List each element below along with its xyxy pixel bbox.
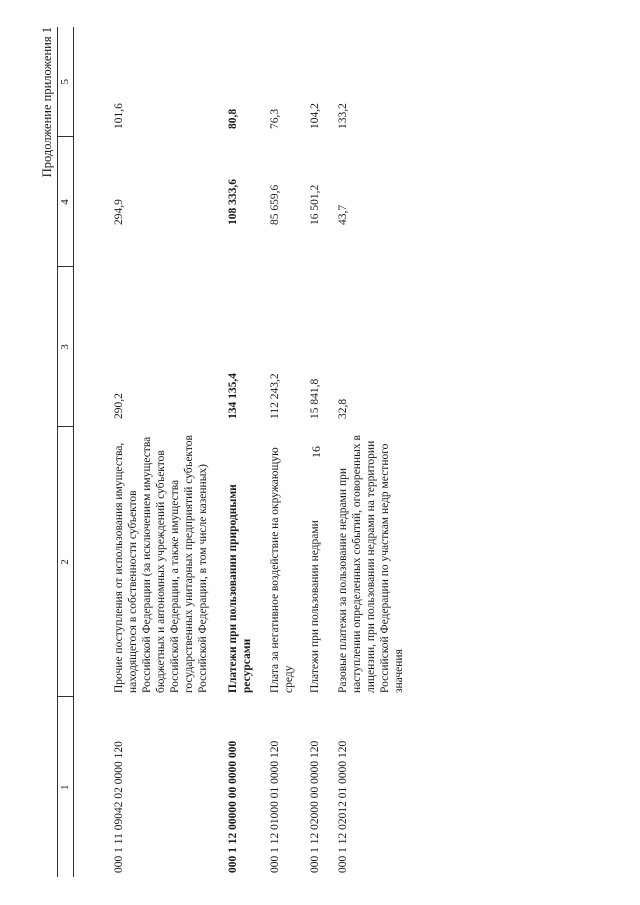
column-header-4: 4 [58,137,74,267]
page-number: 16 [309,446,323,458]
rotated-page-content [40,27,600,877]
value-col4: 85 659,6 [269,184,281,225]
column-header-2: 2 [58,427,74,697]
budget-code: 000 1 12 02012 01 0000 120 [337,740,349,873]
column-header-3: 3 [58,267,74,427]
revenue-name: Платежи при пользовании недрами [309,520,321,693]
value-col3: 290,2 [113,393,125,419]
value-col5: 133,2 [337,103,349,129]
value-col3: 15 841,8 [309,378,321,419]
column-header-1: 1 [58,697,74,877]
value-col5: 101,6 [113,103,125,129]
budget-code: 000 1 11 09042 02 0000 120 [113,741,125,873]
value-col3: 32,8 [337,398,349,419]
table-row [296,27,322,877]
table-row [254,27,296,877]
value-col3: 112 243,2 [269,373,281,419]
column-number-row [58,27,74,877]
value-col5: 80,8 [227,108,239,129]
table-row [210,27,254,877]
revenue-name: Разовые платежи за пользование недрами при наступлении определенных событий, оговоренных в лицензии, при пользовании недрами на территории Российской Федерации по участкам недр местного значения [337,435,405,693]
value-col3: 134 135,4 [227,373,239,419]
table-row [322,27,406,877]
revenue-table [57,27,406,877]
column-header-5: 5 [58,27,74,137]
value-col4: 43,7 [337,204,349,225]
budget-code: 000 1 12 00000 00 0000 000 [227,740,239,873]
value-col5: 76,3 [269,108,281,129]
value-col5: 104,2 [309,103,321,129]
value-col4: 294,9 [113,199,125,225]
table-row [74,27,211,877]
continuation-caption: Продолжение приложения 1 [40,27,54,178]
revenue-name: Прочие поступления от использования имущества, находящегося в собственности субъектов Российской Федерации (за исключением имущества бюджетных и автономных учреждений субъектов Российской Федерации, а также имущества государственных унитарных предприятий субъектов Российской Федерации, в том числе казенных) [113,435,209,693]
revenue-name: Плата за негативное воздействие на окружающую среду [269,447,295,693]
budget-code: 000 1 12 01000 01 0000 120 [269,740,281,873]
value-col4: 108 333,6 [227,179,239,225]
budget-code: 000 1 12 02000 00 0000 120 [309,740,321,873]
revenue-name: Платежи при пользовании природными ресурсами [227,484,253,693]
value-col4: 16 501,2 [309,184,321,225]
